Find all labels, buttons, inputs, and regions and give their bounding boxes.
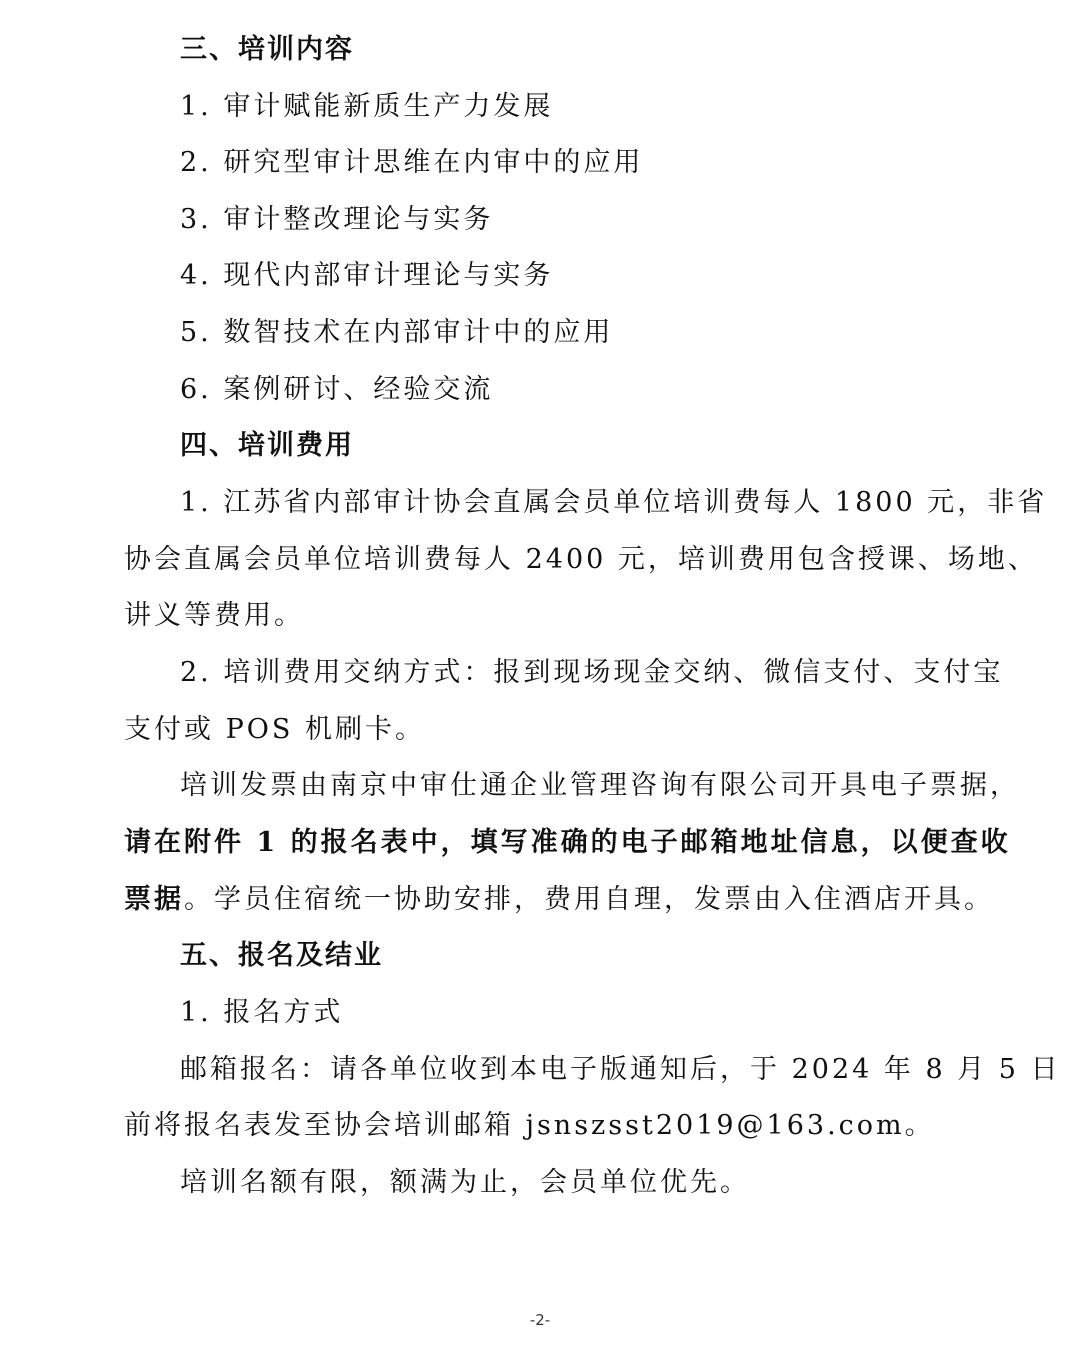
- fee-paragraph-2-line-2: 支付或 POS 机刷卡。: [124, 714, 425, 745]
- email-registration-line-2: 前将报名表发至协会培训邮箱 jsnszsst2019@163.com。: [124, 1110, 935, 1141]
- registration-item-1: 1. 报名方式: [180, 997, 344, 1028]
- invoice-paragraph-line-3: [124, 882, 994, 918]
- section-heading-registration: 五、报名及结业: [180, 940, 383, 971]
- content-item-1: 1. 审计赋能新质生产力发展: [180, 91, 554, 122]
- content-item-2: 2. 研究型审计思维在内审中的应用: [180, 147, 644, 178]
- invoice-bold-text: 票据: [124, 884, 184, 915]
- invoice-paragraph-line-2-bold: 请在附件 1 的报名表中，填写准确的电子邮箱地址信息，以便查收: [124, 827, 1011, 858]
- invoice-rest-text: 。学员住宿统一协助安排，费用自理，发票由入住酒店开具。: [184, 884, 994, 915]
- page-number: -2-: [529, 1311, 551, 1329]
- fee-paragraph-1-line-3: 讲义等费用。: [124, 600, 304, 631]
- section-heading-training-content: 三、培训内容: [180, 34, 354, 65]
- fee-paragraph-1-line-2: 协会直属会员单位培训费每人 2400 元，培训费用包含授课、场地、: [124, 544, 1038, 575]
- content-item-6: 6. 案例研讨、经验交流: [180, 374, 494, 405]
- section-heading-training-fees: 四、培训费用: [180, 430, 354, 461]
- content-item-3: 3. 审计整改理论与实务: [180, 204, 494, 235]
- content-item-5: 5. 数智技术在内部审计中的应用: [180, 317, 614, 348]
- fee-paragraph-2-line-1: 2. 培训费用交纳方式：报到现场现金交纳、微信支付、支付宝: [180, 657, 1004, 688]
- invoice-paragraph-line-1: 培训发票由南京中审仕通企业管理咨询有限公司开具电子票据，: [180, 770, 1020, 801]
- quota-notice: 培训名额有限，额满为止，会员单位优先。: [180, 1167, 750, 1198]
- fee-paragraph-1-line-1: 1. 江苏省内部审计协会直属会员单位培训费每人 1800 元，非省: [180, 487, 1048, 518]
- content-item-4: 4. 现代内部审计理论与实务: [180, 260, 554, 291]
- email-registration-line-1: 邮箱报名：请各单位收到本电子版通知后，于 2024 年 8 月 5 日: [180, 1054, 1061, 1085]
